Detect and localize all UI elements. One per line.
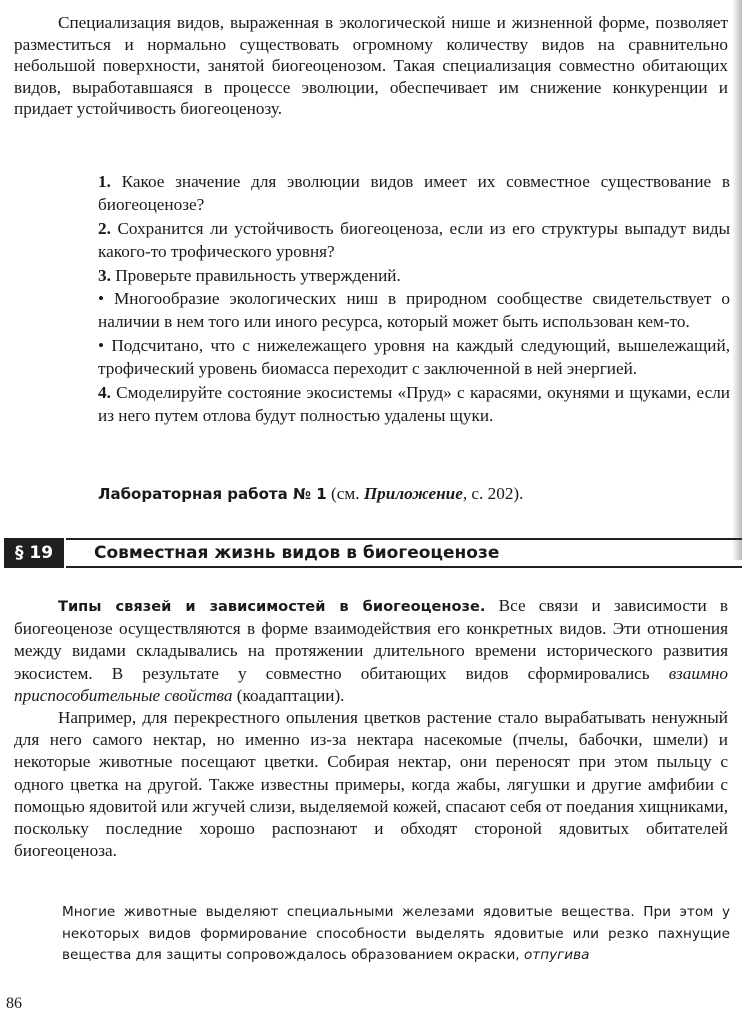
intro-paragraph: Специализация видов, выраженная в экологической нише и жизненной форме, позволяет разместиться и нормально существовать огромному количеству видов на сравнительно небольшой поверхности, занятой биогеоценозом. Такая специализация совместно обитающих видов, выработавшаяся в процессе эволюции, обеспечивает им снижение конкуренции и придает устойчивость биогеоценозу.	[14, 13, 728, 118]
bullet-icon: •	[98, 335, 105, 355]
appendix-link[interactable]: Приложение	[363, 484, 463, 503]
section-number: § 19	[4, 538, 64, 568]
question-text: Сохранится ли устойчивость биогеоценоза, если из его структуры выпадут виды какого-то трофического уровня?	[98, 218, 730, 262]
lab-open: (см.	[326, 484, 364, 503]
question-item	[98, 170, 730, 217]
questions-block	[98, 170, 730, 427]
small-print-text: Многие животные выделяют специальными железами ядовитые вещества. При этом у некоторых видов формирование способности выделять ядовитые или резко пахнущие вещества для защиты сопровождалось образованием окраски,	[62, 904, 730, 963]
section-body	[14, 595, 728, 862]
question-text: Смоделируйте состояние экосистемы «Пруд» с карасями, окунями и щуками, если из него путем отлова будут полностью удалены щуки.	[98, 382, 730, 426]
lab-reference	[98, 483, 730, 505]
question-item	[98, 264, 730, 287]
statement-text: Подсчитано, что с нижележащего уровня на каждый следующий, вышележащий, трофический уровень биомасса переходит с заключенной в ней энергией.	[98, 335, 730, 379]
body-paragraph: Например, для перекрестного опыления цветков растение стало вырабатывать ненужный для него самого нектар, но именно из-за нектара насекомые (пчелы, бабочки, шмели) и некоторые животные посещают цветки. Собирая нектар, они переносят при этом пыльцу с одного цветка на другой. Также известны примеры, когда жабы, лягушки и другие амфибии с помощью ядовитой или жгучей слизи, выделяемой кожей, спасают себя от поедания хищниками, поскольку последние хорошо распознают и обходят стороной ядовитых обитателей биогеоценоза.	[14, 708, 728, 861]
question-number: 3.	[98, 265, 111, 285]
section-header	[0, 538, 742, 568]
question-number: 4.	[98, 382, 111, 402]
paragraph-text: Все связи и зависимости в биогеоценозе осуществляются в форме взаимодействия его конкретных видов. Эти отношения между видами складывались на протяжении длительного времени исторического развития экосистем. В результате у совместно обитающих видов сформировались	[14, 596, 728, 683]
small-print-italic: отпугива	[523, 947, 590, 963]
section-title: Совместная жизнь видов в биогеоценозе	[94, 543, 500, 563]
paragraph-lead: Типы связей и зависимостей в биогеоценозе.	[58, 598, 486, 615]
small-print-paragraph	[62, 902, 730, 967]
page-number: 86	[6, 995, 22, 1012]
page-edge-shadow	[732, 0, 742, 560]
paragraph-text-end: (коадаптации).	[232, 685, 345, 705]
bullet-icon: •	[98, 289, 105, 309]
question-number: 1.	[98, 172, 111, 191]
question-text: Какое значение для эволюции видов имеет их совместное существование в биогеоценозе?	[98, 172, 730, 215]
body-paragraph	[14, 595, 728, 707]
lab-close: , с. 202).	[462, 484, 524, 503]
question-text: Проверьте правильность утверждений.	[110, 265, 401, 285]
statement-item	[98, 334, 730, 381]
italic-term: взаимно приспособительные свойства	[14, 663, 728, 705]
statement-text: Многообразие экологических ниш в природном сообществе свидетельствует о наличии в нем того или иного ресурса, который может быть использован кем-то.	[98, 289, 730, 332]
statement-item	[98, 287, 730, 334]
question-number: 2.	[98, 218, 111, 238]
question-item	[98, 217, 730, 264]
lab-label: Лабораторная работа № 1	[98, 485, 327, 503]
question-item	[98, 381, 730, 428]
